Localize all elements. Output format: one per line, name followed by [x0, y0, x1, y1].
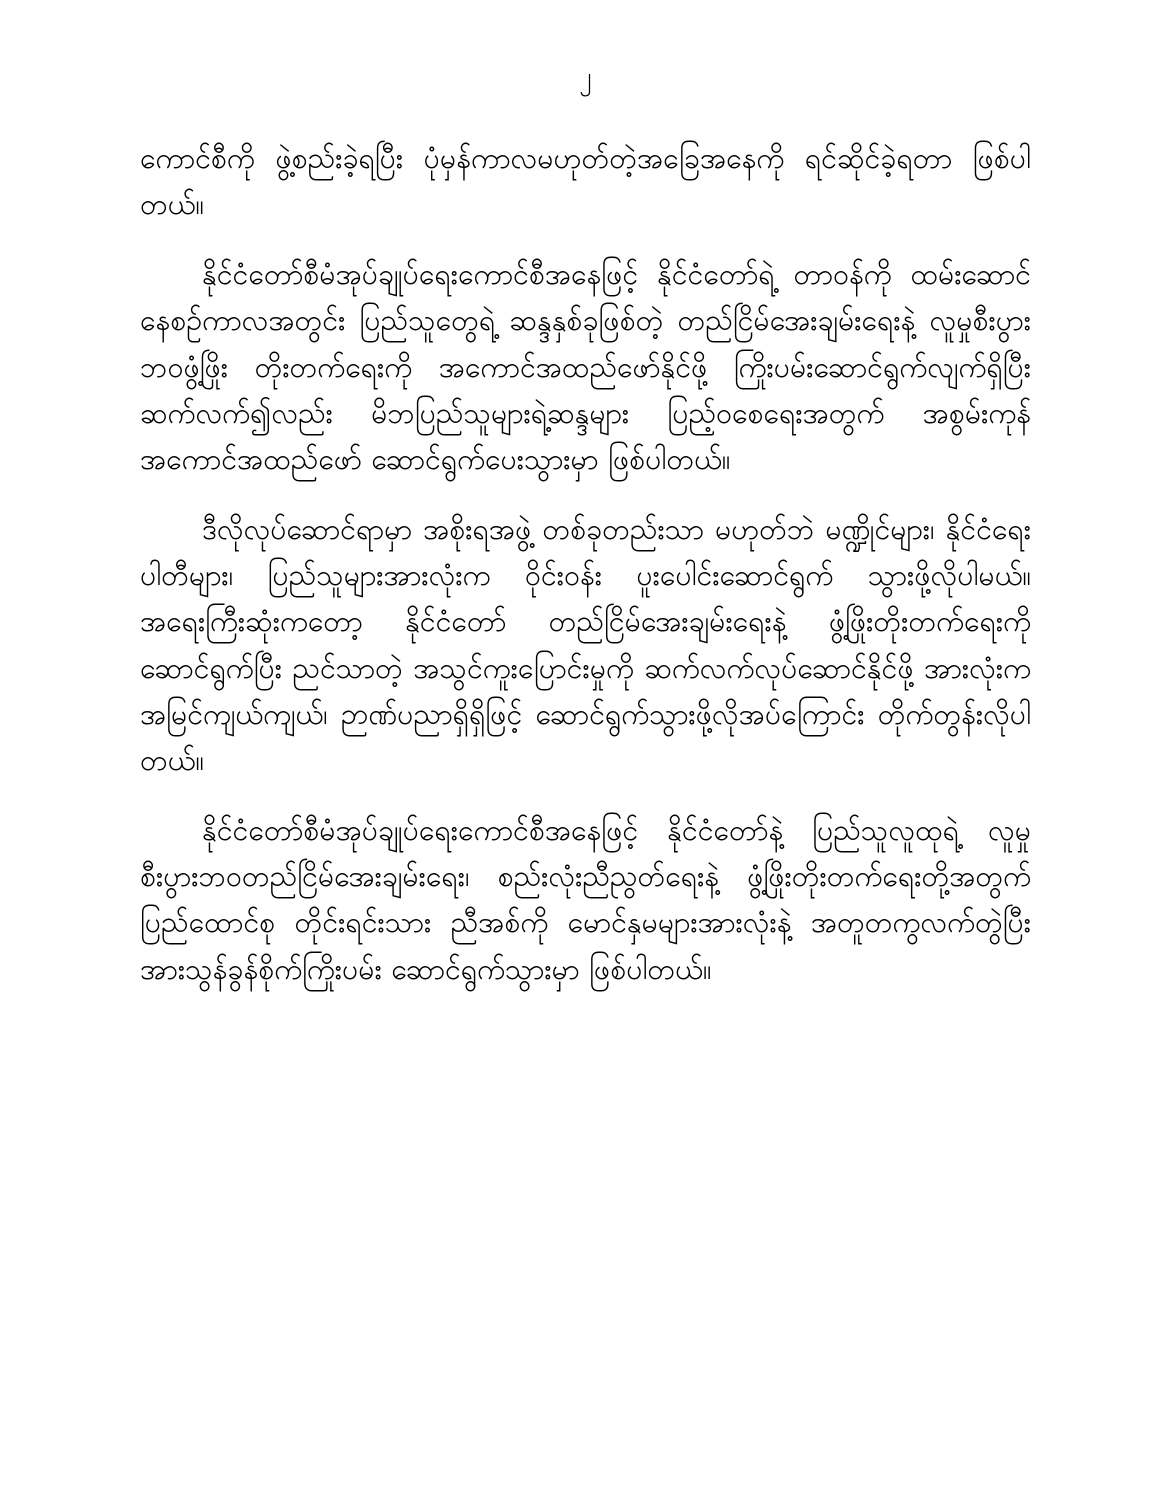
document-body [140, 136, 1031, 993]
paragraph: နိုင်ငံတော်စီမံအုပ်ချုပ်ရေးကောင်စီအနေဖြင့် နိုင်ငံတော်နဲ့ ပြည်သူလူထုရဲ့ လူမှုစီးပွားဘဝတည်ငြိမ်အေးချမ်းရေး၊ စည်းလုံးညီညွတ်ရေးနဲ့ ဖွံ့ဖြိုးတိုးတက်ရေးတို့အတွက် ပြည်ထောင်စု တိုင်းရင်းသား ညီအစ်ကို မောင်နှမများအားလုံးနဲ့ အတူတကွလက်တွဲပြီး အားသွန်ခွန်စိုက်ကြိုးပမ်း ဆောင်ရွက်သွားမှာ ဖြစ်ပါတယ်။ [140, 814, 1031, 986]
page-number: ၂ [579, 62, 592, 91]
paragraph: နိုင်ငံတော်စီမံအုပ်ချုပ်ရေးကောင်စီအနေဖြင့် နိုင်ငံတော်ရဲ့ တာဝန်ကို ထမ်းဆောင်နေစဉ်ကာလအတွင်း ပြည်သူတွေရဲ့ ဆန္ဒနှစ်ခုဖြစ်တဲ့ တည်ငြိမ်အေးချမ်းရေးနဲ့ လူမှုစီးပွားဘဝဖွံ့ဖြိုး တိုးတက်ရေးကို အကောင်အထည်ဖော်နိုင်ဖို့ ကြိုးပမ်းဆောင်ရွက်လျက်ရှိပြီး ဆက်လက်၍လည်း မိဘပြည်သူများရဲ့ဆန္ဒများ ပြည့်ဝစေရေးအတွက် အစွမ်းကုန်အကောင်အထည်ဖော် ဆောင်ရွက်ပေးသွားမှာ ဖြစ်ပါတယ်။ [140, 258, 1031, 476]
paragraph: ကောင်စီကို ဖွဲ့စည်းခဲ့ရပြီး ပုံမှန်ကာလမဟုတ်တဲ့အခြေအနေကို ရင်ဆိုင်ခဲ့ရတာ ဖြစ်ပါတယ်။ [140, 142, 1031, 222]
paragraph: ဒီလိုလုပ်ဆောင်ရာမှာ အစိုးရအဖွဲ့ တစ်ခုတည်းသာ မဟုတ်ဘဲ မဏ္ဍိုင်များ၊ နိုင်ငံရေးပါတီများ၊ ပြည်သူများအားလုံးက ဝိုင်းဝန်း ပူးပေါင်းဆောင်ရွက် သွားဖို့လိုပါမယ်။ အရေးကြီးဆုံးကတော့ နိုင်ငံတော် တည်ငြိမ်အေးချမ်းရေးနဲ့ ဖွံ့ဖြိုးတိုးတက်ရေးကို ဆောင်ရွက်ပြီး ညင်သာတဲ့ အသွင်ကူးပြောင်းမှုကို ဆက်လက်လုပ်ဆောင်နိုင်ဖို့ အားလုံးက အမြင်ကျယ်ကျယ်၊ ဉာဏ်ပညာရှိရှိဖြင့် ဆောင်ရွက်သွားဖို့လိုအပ်ကြောင်း တိုက်တွန်းလိုပါတယ်။ [140, 513, 1031, 777]
